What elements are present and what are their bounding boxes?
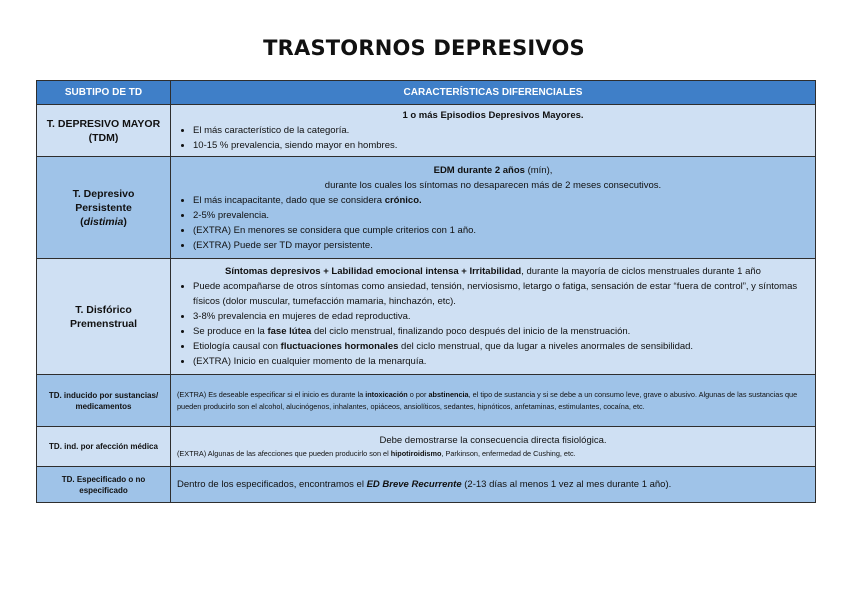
list-item bbox=[193, 339, 809, 354]
list-item: • (EXTRA) Inicio en cualquier momento de la menarquía. bbox=[193, 354, 809, 369]
row-lead-2: durante los cuales los síntomas no desaparecen más de 2 meses consecutivos. bbox=[324, 179, 662, 191]
row-content bbox=[171, 427, 816, 467]
list-item: • Puede acompañarse de otros síntomas como ansiedad, tensión, nerviosismo, letargo o fatiga, sensación de estar “fuera de control”, y síntomas físicos (dolor muscular, tumefacción mamaria, hinchazón, etc). bbox=[193, 279, 809, 309]
row-label: TD. Especificado o no especificado bbox=[37, 467, 171, 503]
row-content bbox=[171, 467, 816, 503]
row-label: T. Depresivo Persistente (distimia) bbox=[37, 157, 171, 259]
row-lead bbox=[177, 163, 809, 178]
list-item: • 3-8% prevalencia en mujeres de edad reproductiva. bbox=[193, 309, 809, 324]
table-header-row bbox=[37, 81, 816, 105]
header-characteristics: CARACTERÍSTICAS DIFERENCIALES bbox=[171, 81, 816, 105]
row-note bbox=[177, 448, 809, 460]
table-row bbox=[37, 467, 816, 503]
row-label: TD. ind. por afección médica bbox=[37, 427, 171, 467]
item-text: del ciclo menstrual, finalizando poco después del inicio de la menstruación. bbox=[311, 326, 631, 337]
item-text: (EXTRA) Algunas de las afecciones que pueden producirlo son el bbox=[177, 449, 391, 458]
list-item: • (EXTRA) Puede ser TD mayor persistente. bbox=[193, 238, 809, 253]
lead-rest: (mín), bbox=[524, 164, 553, 176]
item-text: , el tipo de sustancia y si se debe a un consumo leve, grave o abusivo. Algunas de las sustancias que pueden producirlo son el alcohol, alucinógenos, inhalantes, opiáceos, ansiolíticos, sedantes, hipnóticos, anfetaminas, estimulantes, cocaína, etc. bbox=[177, 389, 798, 411]
item-bold: crónico. bbox=[384, 194, 422, 206]
item-bold-italic: ED Breve Recurrente bbox=[366, 479, 462, 490]
row-label-italic: distimia bbox=[83, 215, 124, 228]
item-bold: intoxicación bbox=[365, 389, 408, 399]
list-item bbox=[193, 324, 809, 339]
bullet-list bbox=[177, 123, 809, 153]
row-content bbox=[171, 105, 816, 157]
table-row bbox=[37, 375, 816, 427]
row-content bbox=[171, 157, 816, 259]
item-text: o por bbox=[407, 389, 429, 399]
row-lead: 1 o más Episodios Depresivos Mayores. bbox=[402, 110, 584, 121]
row-label: T. DEPRESIVO MAYOR (TDM) bbox=[37, 105, 171, 157]
table-row bbox=[37, 157, 816, 259]
lead-rest: , durante la mayoría de ciclos menstruales durante 1 año bbox=[521, 266, 761, 277]
page-title: TRASTORNOS DEPRESIVOS bbox=[263, 36, 585, 60]
item-text: del ciclo menstrual, que da lugar a niveles anormales de sensibilidad. bbox=[398, 341, 694, 352]
item-text: , Parkinson, enfermedad de Cushing, etc. bbox=[441, 449, 576, 458]
item-text: Dentro de los especificados, encontramos el bbox=[177, 479, 367, 490]
row-lead bbox=[177, 264, 809, 279]
row-content bbox=[171, 259, 816, 375]
item-text: El más incapacitante, dado que se considera bbox=[193, 194, 385, 206]
row-label: T. Disfórico Premenstrual bbox=[37, 259, 171, 375]
row-content bbox=[171, 375, 816, 427]
item-text: Se produce en la bbox=[193, 326, 268, 337]
row-label-main: T. Depresivo Persistente bbox=[72, 187, 135, 214]
table-row bbox=[37, 259, 816, 375]
item-text: (EXTRA) Es deseable especificar si el inicio es durante la bbox=[177, 389, 366, 399]
list-item: • El más característico de la categoría. bbox=[193, 123, 809, 138]
item-text: Etiología causal con bbox=[193, 341, 281, 352]
list-item: • 10-15 % prevalencia, siendo mayor en hombres. bbox=[193, 138, 809, 153]
depressive-disorders-table bbox=[36, 80, 816, 503]
row-label: TD. inducido por sustancias/ medicamentos bbox=[37, 375, 171, 427]
lead-bold: EDM durante 2 años bbox=[433, 164, 525, 176]
bullet-list bbox=[177, 193, 809, 253]
row-lead: Debe demostrarse la consecuencia directa fisiológica. bbox=[379, 435, 607, 446]
list-item: • 2-5% prevalencia. bbox=[193, 208, 809, 223]
item-bold: fluctuaciones hormonales bbox=[280, 341, 399, 352]
table-row bbox=[37, 105, 816, 157]
header-subtype: SUBTIPO DE TD bbox=[37, 81, 171, 105]
bullet-list bbox=[177, 279, 809, 369]
item-bold: hipotiroidismo bbox=[390, 449, 442, 458]
lead-bold: Síntomas depresivos + Labilidad emocional intensa + Irritabilidad bbox=[225, 266, 522, 277]
item-bold: fase lútea bbox=[267, 326, 312, 337]
item-bold: abstinencia bbox=[428, 389, 469, 399]
list-item: • (EXTRA) En menores se considera que cumple criterios con 1 año. bbox=[193, 223, 809, 238]
item-text: (2-13 días al menos 1 vez al mes durante 1 año). bbox=[461, 479, 672, 490]
table-row bbox=[37, 427, 816, 467]
list-item bbox=[193, 193, 809, 208]
